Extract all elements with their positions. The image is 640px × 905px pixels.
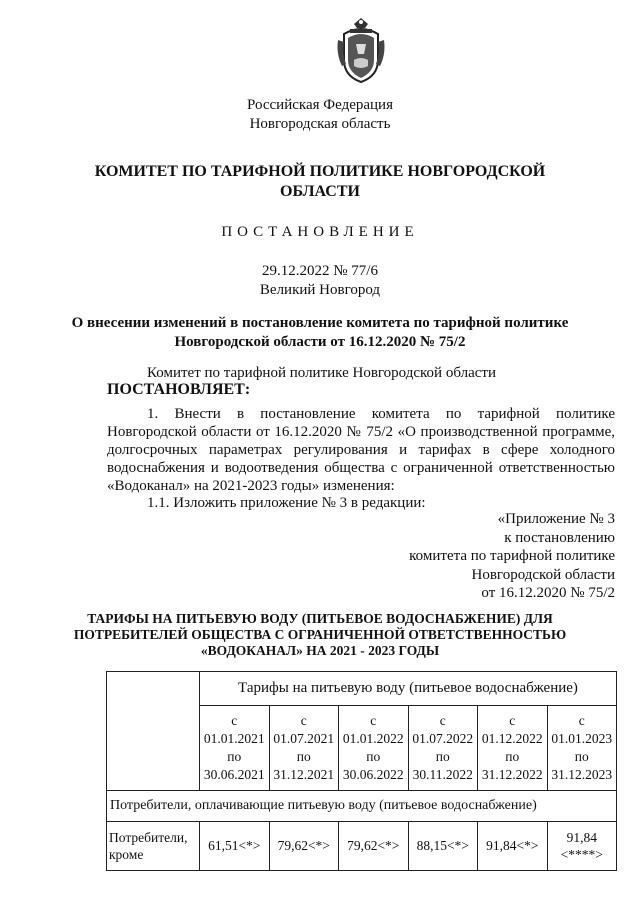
- point-1-1-line: 1.1. Изложить приложение № 3 в редакции:: [147, 495, 426, 511]
- appendix-line: комитета по тарифной политике: [409, 548, 615, 564]
- period-cell: [269, 706, 339, 791]
- period-cell: [339, 706, 409, 791]
- appendix-line: «Приложение № 3: [497, 511, 615, 527]
- period-to-label: по: [435, 749, 450, 764]
- appendix-line: Новгородской области: [471, 566, 615, 583]
- consumers-row-cell: Потребители, оплачивающие питьевую воду (питьевое водоснабжение): [107, 791, 617, 822]
- tariff-value-cell: 88,15<*>: [408, 822, 478, 871]
- period-from-label: с: [578, 713, 585, 728]
- row-label-line: Потребители,: [109, 830, 188, 845]
- period-from-date: 01.07.2021: [273, 731, 335, 746]
- period-from-label: с: [370, 713, 377, 728]
- tariff-note: <****>: [560, 847, 603, 862]
- period-to-date: 30.06.2022: [342, 767, 404, 782]
- table-main-header: Тарифы на питьевую воду (питьевое водоснабжение): [200, 672, 617, 706]
- table-header-row: [107, 672, 617, 706]
- subject-line2: Новгородской области от 16.12.2020 № 75/2: [174, 334, 466, 350]
- appendix-line: от 16.12.2020 № 75/2: [481, 585, 615, 601]
- period-to-label: по: [296, 749, 311, 764]
- doc-type-heading: ПОСТАНОВЛЕНИЕ: [221, 224, 419, 240]
- tariff-value-cell: 79,62<*>: [339, 822, 409, 871]
- table-title-line3: «ВОДОКАНАЛ» НА 2021 - 2023 ГОДЫ: [200, 643, 440, 658]
- region-line: Новгородская область: [249, 116, 391, 132]
- tariff-value-cell: 61,51<*>: [200, 822, 270, 871]
- period-from-date: 01.12.2022: [481, 731, 543, 746]
- point-1-paragraph: 1. Внести в постановление комитета по тарифной политике Новгородской области от 16.12.2020 № 75/2 «О производственной программе, долгосрочных параметрах регулирования и тарифах в сфере холодного водоснабжения и водоотведения общества с ограниченной ответственностью «Водоканал» на 2021-2023 годы» изменения:: [107, 406, 615, 494]
- period-to-label: по: [227, 749, 242, 764]
- committee-title-line2: ОБЛАСТИ: [280, 183, 360, 200]
- intro-line: Комитет по тарифной политике Новгородской области: [147, 365, 496, 381]
- period-to-label: по: [505, 749, 520, 764]
- period-cell: [408, 706, 478, 791]
- period-to-date: 30.11.2022: [412, 767, 473, 782]
- period-from-label: с: [439, 713, 446, 728]
- committee-title-line1: КОМИТЕТ ПО ТАРИФНОЙ ПОЛИТИКЕ НОВГОРОДСКОЙ: [94, 163, 546, 180]
- period-cell: [478, 706, 548, 791]
- period-from-label: с: [300, 713, 307, 728]
- row-label-line: кроме: [109, 847, 144, 862]
- table-corner-cell: [107, 672, 200, 791]
- row-label-cell: [107, 822, 200, 871]
- table-title-line1: ТАРИФЫ НА ПИТЬЕВУЮ ВОДУ (ПИТЬЕВОЕ ВОДОСНАБЖЕНИЕ) ДЛЯ: [87, 611, 553, 626]
- date-number-line: 29.12.2022 № 77/6: [262, 263, 378, 279]
- appendix-block: [295, 510, 615, 603]
- period-cell: [200, 706, 270, 791]
- period-to-date: 31.12.2022: [481, 767, 543, 782]
- decree-word: ПОСТАНОВЛЯЕТ:: [107, 381, 251, 398]
- period-from-date: 01.01.2023: [551, 731, 613, 746]
- period-to-date: 31.12.2023: [551, 767, 613, 782]
- table-row: [107, 822, 617, 871]
- tariff-table: [106, 671, 617, 871]
- coat-of-arms-emblem: [334, 14, 388, 86]
- country-line: Российская Федерация: [247, 97, 393, 113]
- period-to-label: по: [366, 749, 381, 764]
- tariff-value-cell: 91,84<*>: [478, 822, 548, 871]
- period-from-label: с: [231, 713, 238, 728]
- period-from-label: с: [509, 713, 516, 728]
- period-from-date: 01.01.2022: [342, 731, 404, 746]
- city-line: Великий Новгород: [259, 282, 381, 298]
- tariff-value: 91,84: [566, 830, 597, 845]
- period-cell: [547, 706, 617, 791]
- period-to-label: по: [574, 749, 589, 764]
- period-to-date: 30.06.2021: [203, 767, 265, 782]
- tariff-value-cell: 79,62<*>: [269, 822, 339, 871]
- appendix-line: к постановлению: [504, 529, 615, 546]
- subject-line1: О внесении изменений в постановление комитета по тарифной политике: [71, 315, 569, 331]
- table-title-line2: ПОТРЕБИТЕЛЕЙ ОБЩЕСТВА С ОГРАНИЧЕННОЙ ОТВЕТСТВЕННОСТЬЮ: [73, 627, 567, 642]
- tariff-value-cell: [547, 822, 617, 871]
- period-from-date: 01.01.2021: [203, 731, 265, 746]
- consumers-row: [107, 791, 617, 822]
- period-to-date: 31.12.2021: [273, 767, 335, 782]
- period-from-date: 01.07.2022: [412, 731, 474, 746]
